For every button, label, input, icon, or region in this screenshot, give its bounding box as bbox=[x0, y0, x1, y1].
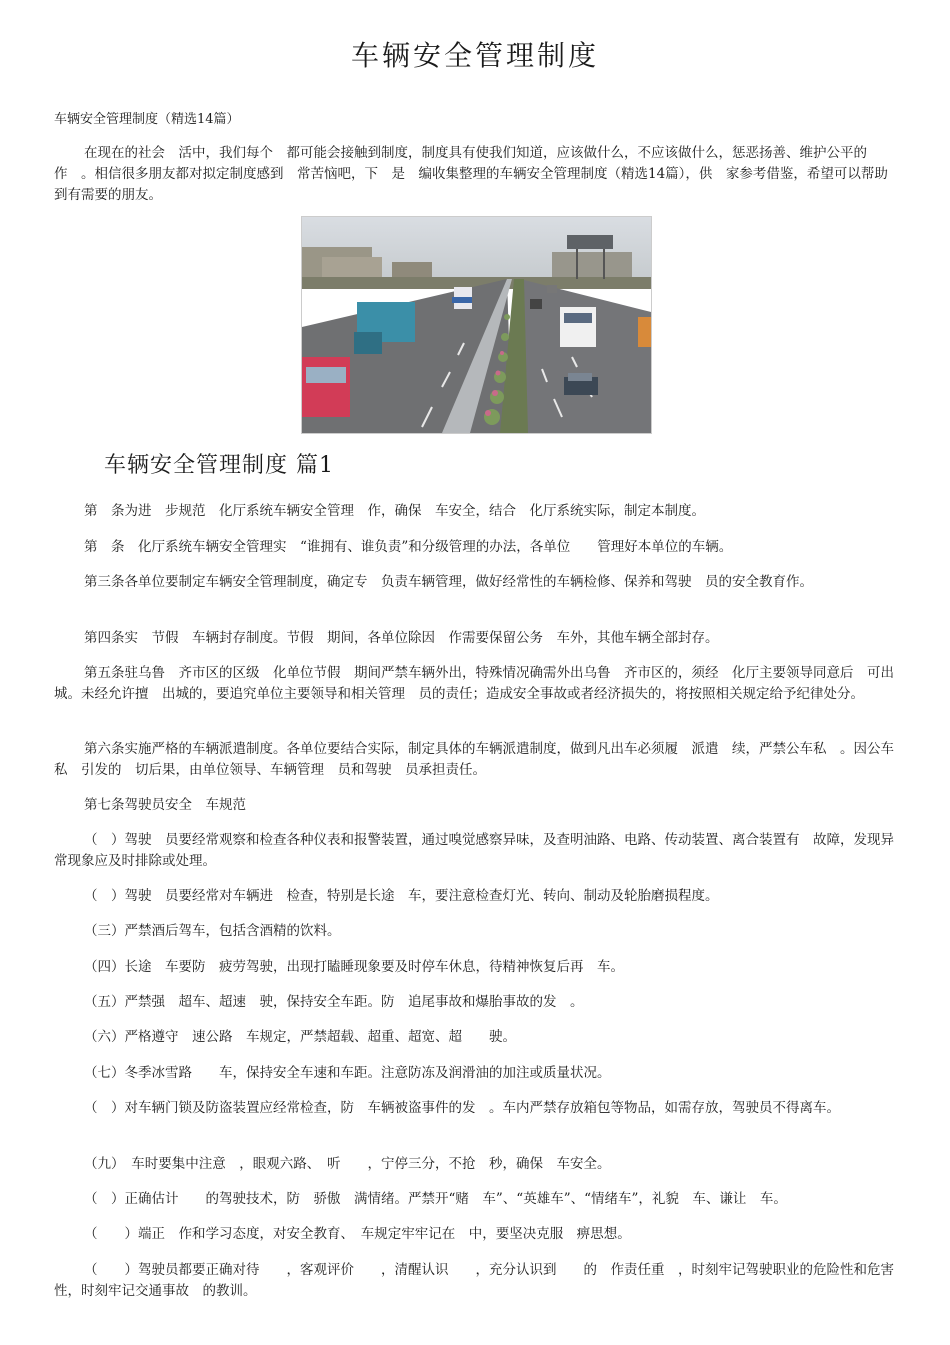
intro-paragraph: 在现在的社会 活中，我们每个 都可能会接触到制度，制度具有使我们知道，应该做什么，不应该做什么，惩恶扬善、维护公平的作 。相信很多朋友都对拟定制度感到 常苦恼吧，下 是 编收集整理的车辆安全管理制度（精选14篇），供 家参考借鉴，希望可以帮助到有需要的朋友。 bbox=[54, 145, 888, 203]
article-7: 第七条驾驶员安全 车规范 bbox=[84, 797, 246, 813]
article-1: 第 条为进 步规范 化厅系统车辆安全管理 作，确保 车安全，结合 化厅系统实际，制定本制度。 bbox=[84, 503, 705, 519]
section-heading: 车辆安全管理制度 篇1 bbox=[104, 453, 334, 478]
document-subtitle: 车辆安全管理制度（精选14篇） bbox=[54, 112, 240, 127]
rule-2: （ ）驾驶 员要经常对车辆进 检查，特别是长途 车，要注意检查灯光、转向、制动及轮胎磨损程度。 bbox=[84, 888, 719, 904]
highway-photo bbox=[301, 216, 652, 434]
rule-5: （五）严禁强 超车、超速 驶，保持安全车距。防 追尾事故和爆胎事故的发 。 bbox=[84, 994, 584, 1010]
article-4: 第四条实 节假 车辆封存制度。节假 期间，各单位除因 作需要保留公务 车外，其他车辆全部封存。 bbox=[84, 630, 719, 646]
rule-1: （ ）驾驶 员要经常观察和检查各种仪表和报警装置，通过嗅觉感察异味，及查明油路、电路、传动装置、离合装置有 故障，发现异常现象应及时排除或处理。 bbox=[54, 832, 894, 869]
rule-7: （七）冬季冰雪路 车，保持安全车速和车距。注意防冻及润滑油的加注或质量状况。 bbox=[84, 1065, 611, 1081]
article-3: 第三条各单位要制定车辆安全管理制度，确定专 负责车辆管理，做好经常性的车辆检修、保养和驾驶 员的安全教育作。 bbox=[84, 574, 813, 590]
rule-8: （ ）对车辆门锁及防盗装置应经常检查，防 车辆被盗事件的发 。车内严禁存放箱包等物品，如需存放，驾驶员不得离车。 bbox=[84, 1100, 840, 1116]
rule-4: （四）长途 车要防 疲劳驾驶，出现打瞌睡现象要及时停车休息，待精神恢复后再 车。 bbox=[84, 959, 624, 975]
document-title: 车辆安全管理制度 bbox=[350, 39, 599, 72]
rule-3: （三）严禁酒后驾车，包括含酒精的饮料。 bbox=[84, 923, 341, 939]
rule-10: （ ）正确估计 的驾驶技术，防 骄傲 满情绪。严禁开“赌 车”、“英雄车”、“情绪车”，礼貌 车、谦让 车。 bbox=[84, 1191, 787, 1207]
article-6: 第六条实施严格的车辆派遣制度。各单位要结合实际，制定具体的车辆派遣制度，做到凡出车必须履 派遣 续，严禁公车私 。因公车私 引发的 切后果，由单位领导、车辆管理 员和驾驶 员承担责任。 bbox=[54, 741, 894, 778]
rule-9: （九） 车时要集中注意 ，眼观六路、 听 ，宁停三分，不抢 秒，确保 车安全。 bbox=[84, 1156, 611, 1172]
article-2: 第 条 化厅系统车辆安全管理实 “谁拥有、谁负责”和分级管理的办法，各单位 管理好本单位的车辆。 bbox=[84, 539, 733, 555]
rule-12: （ ）驾驶员都要正确对待 ，客观评价 ，清醒认识 ，充分认识到 的 作责任重 ，时刻牢记驾驶职业的危险性和危害性，时刻牢记交通事故 的教训。 bbox=[54, 1262, 894, 1299]
rule-6: （六）严格遵守 速公路 车规定，严禁超载、超重、超宽、超 驶。 bbox=[84, 1029, 516, 1045]
rule-11: （ ）端正 作和学习态度，对安全教育、 车规定牢牢记在 中，要坚决克服 痹思想。 bbox=[84, 1226, 631, 1242]
article-5: 第五条驻乌鲁 齐市区的区级 化单位节假 期间严禁车辆外出，特殊情况确需外出乌鲁 齐市区的，须经 化厅主要领导同意后 可出城。未经允许擅 出城的，要追究单位主要领导和相关管理 员的责任；造成安全事故或者经济损失的，将按照相关规定给予纪律处分。 bbox=[54, 665, 894, 702]
